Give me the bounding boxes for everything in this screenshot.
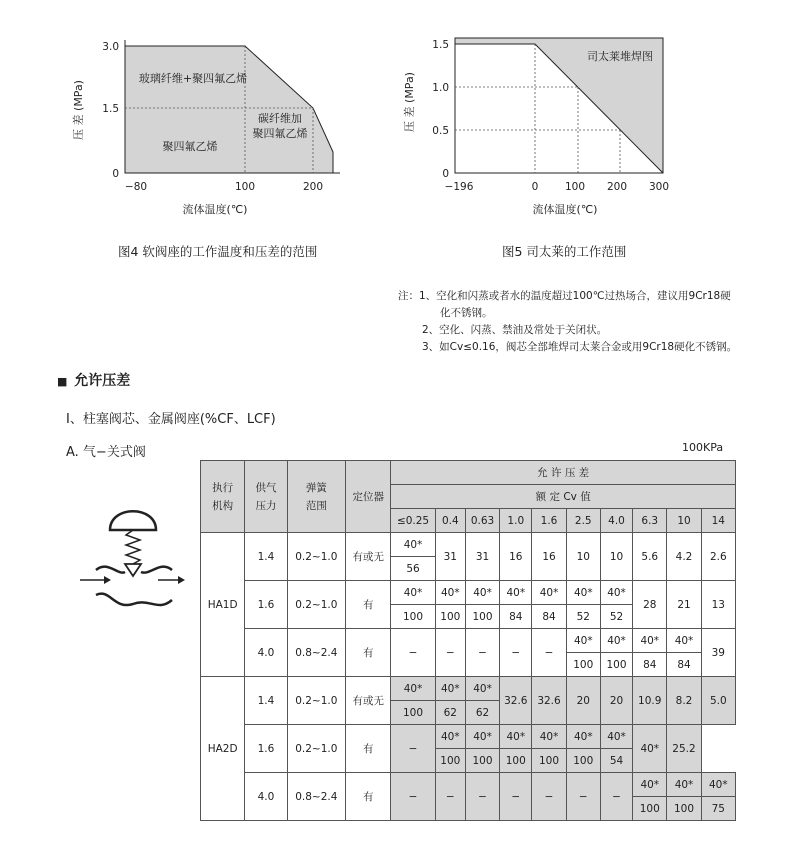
supply-pressure: 4.0 [245, 629, 287, 677]
table-cell: 100 [532, 749, 566, 773]
chart5-ytick: 0 [442, 168, 449, 180]
pressure-table [200, 460, 736, 821]
cv-value: 10 [667, 509, 701, 533]
table-cell: 40* [633, 629, 667, 653]
table-cell: 40* [600, 581, 632, 605]
table-cell: 100 [566, 749, 600, 773]
table-cell: − [391, 725, 435, 773]
positioner: 有 [346, 725, 391, 773]
header-allowable: 允 许 压 差 [391, 461, 736, 485]
spring-range: 0.2~1.0 [287, 725, 345, 773]
figure-5-caption: 图5 司太莱的工作范围 [502, 244, 627, 259]
figure-4-chart [60, 30, 360, 220]
table-cell: 10 [566, 533, 600, 581]
table-cell: 31 [465, 533, 499, 581]
table-cell: 16 [532, 533, 566, 581]
actuator-ha1d: HA1D [201, 533, 245, 677]
table-cell: 20 [566, 677, 600, 725]
table-cell: 21 [667, 581, 701, 629]
chart4-ytick: 0 [112, 168, 119, 180]
table-cell: 40* [465, 725, 499, 749]
positioner: 有或无 [346, 677, 391, 725]
spring-range: 0.2~1.0 [287, 677, 345, 725]
note-1-cont: 化不锈钢。 [440, 307, 493, 319]
table-cell: 16 [500, 533, 532, 581]
table-cell: 39 [701, 629, 735, 677]
table-cell: 40* [566, 725, 600, 749]
chart4-xtick: 100 [234, 181, 256, 193]
table-cell: 40* [391, 677, 435, 701]
chart5-ylabel: 压 差 (MPa) [403, 72, 416, 132]
chart5-xtick: 200 [606, 181, 628, 193]
table-cell: 84 [532, 605, 566, 629]
chart4-region: 碳纤维加 [258, 112, 302, 125]
valve-type-label: A. 气−关式阀 [66, 445, 146, 460]
section-title: 允许压差 [74, 373, 131, 389]
table-cell: 28 [633, 581, 667, 629]
chart4-ylabel: 压 差 (MPa) [72, 80, 85, 140]
table-cell: 40* [435, 677, 465, 701]
table-cell: 32.6 [500, 677, 532, 725]
chart4-region: 聚四氟乙烯 [162, 140, 218, 153]
table-cell: 100 [600, 653, 632, 677]
table-cell: 2.6 [701, 533, 735, 581]
table-cell: − [435, 629, 465, 677]
table-cell: 40* [391, 533, 435, 557]
note-2: 2、空化、闪蒸、禁油及常处于关闭状。 [422, 324, 608, 336]
table-cell: 52 [566, 605, 600, 629]
spring-range: 0.8~2.4 [287, 773, 345, 821]
chart4-area [125, 46, 333, 173]
table-cell: − [532, 629, 566, 677]
table-cell: 100 [391, 605, 435, 629]
table-cell: 100 [391, 701, 435, 725]
cv-value: 0.4 [435, 509, 465, 533]
header-spring: 弹簧范围 [287, 461, 345, 533]
chart5-xtick: 0 [531, 181, 539, 193]
chart5-ytick: 0.5 [432, 125, 449, 137]
table-cell: − [500, 629, 532, 677]
table-cell: 52 [600, 605, 632, 629]
table-cell: 8.2 [667, 677, 701, 725]
table-cell: 40* [633, 725, 667, 773]
table-cell: 31 [435, 533, 465, 581]
positioner: 有 [346, 629, 391, 677]
chart5-xtick: 300 [648, 181, 670, 193]
table-cell: 40* [566, 581, 600, 605]
table-cell: 20 [600, 677, 632, 725]
table-cell: − [500, 773, 532, 821]
chart4-region: 聚四氟乙烯 [252, 127, 308, 140]
header-actuator: 执行机构 [201, 461, 245, 533]
table-cell: 40* [667, 773, 701, 797]
table-cell: − [600, 773, 632, 821]
cv-value: 0.63 [465, 509, 499, 533]
table-cell: 40* [667, 629, 701, 653]
cv-value: 6.3 [633, 509, 667, 533]
table-cell: 40* [500, 581, 532, 605]
table-cell: 40* [633, 773, 667, 797]
table-cell: 10.9 [633, 677, 667, 725]
table-cell: 62 [435, 701, 465, 725]
supply-pressure: 1.6 [245, 725, 287, 773]
table-cell: 84 [667, 653, 701, 677]
positioner: 有或无 [346, 533, 391, 581]
table-cell: 100 [465, 605, 499, 629]
valve-diagram-icon [78, 500, 188, 620]
positioner: 有 [346, 773, 391, 821]
positioner: 有 [346, 581, 391, 629]
table-cell: 40* [701, 773, 735, 797]
chart5-xtick: −196 [444, 181, 474, 193]
section-subtitle: I、柱塞阀芯、金属阀座(%CF、LCF) [66, 412, 276, 427]
table-cell: − [465, 773, 499, 821]
cv-value: 14 [701, 509, 735, 533]
supply-pressure: 1.4 [245, 677, 287, 725]
table-cell: 40* [566, 629, 600, 653]
supply-pressure: 1.6 [245, 581, 287, 629]
table-cell: 100 [435, 605, 465, 629]
table-cell: 100 [667, 797, 701, 821]
header-supply: 供气压力 [245, 461, 287, 533]
chart5-region: 司太莱堆焊图 [587, 50, 653, 63]
table-cell: 32.6 [532, 677, 566, 725]
table-cell: 84 [633, 653, 667, 677]
table-cell: 100 [435, 749, 465, 773]
supply-pressure: 4.0 [245, 773, 287, 821]
header-cv: 额 定 Cv 值 [391, 485, 736, 509]
table-cell: 10 [600, 533, 632, 581]
supply-pressure: 1.4 [245, 533, 287, 581]
table-cell: 100 [566, 653, 600, 677]
spring-range: 0.2~1.0 [287, 533, 345, 581]
figure-4-caption: 图4 软阀座的工作温度和压差的范围 [118, 244, 318, 259]
table-cell: 100 [633, 797, 667, 821]
chart4-xtick: 200 [302, 181, 324, 193]
section-heading [57, 370, 130, 390]
note-3: 3、如Cv≤0.16，阀芯全部堆焊司太莱合金或用9Cr18硬化不锈钢。 [422, 341, 738, 353]
chart5-ytick: 1.5 [432, 39, 449, 51]
chart4-xtick: −80 [124, 181, 148, 193]
chart4-ytick: 1.5 [102, 103, 119, 115]
cv-value: 4.0 [600, 509, 632, 533]
table-cell: 40* [435, 581, 465, 605]
table-cell: − [391, 773, 435, 821]
table-cell: 40* [465, 581, 499, 605]
table-cell: 25.2 [667, 725, 701, 773]
chart5-xtick: 100 [564, 181, 586, 193]
table-cell: − [532, 773, 566, 821]
cv-value: ≤0.25 [391, 509, 435, 533]
table-cell: 40* [435, 725, 465, 749]
table-cell: 40* [500, 725, 532, 749]
table-cell: 40* [532, 581, 566, 605]
table-cell: − [435, 773, 465, 821]
cv-value: 1.0 [500, 509, 532, 533]
table-cell: 84 [500, 605, 532, 629]
table-cell: 56 [391, 557, 435, 581]
table-cell: − [566, 773, 600, 821]
table-cell: 40* [600, 629, 632, 653]
unit-label: 100KPa [682, 441, 724, 454]
header-positioner: 定位器 [346, 461, 391, 533]
table-cell: 40* [465, 677, 499, 701]
table-cell: 5.0 [701, 677, 735, 725]
table-cell: 40* [391, 581, 435, 605]
cv-value: 1.6 [532, 509, 566, 533]
table-cell: 40* [600, 725, 632, 749]
table-cell: 75 [701, 797, 735, 821]
table-cell: − [465, 629, 499, 677]
actuator-ha2d: HA2D [201, 677, 245, 821]
cv-value: 2.5 [566, 509, 600, 533]
chart5-xlabel: 流体温度(℃) [532, 203, 598, 216]
section-bullet: ■ [57, 375, 68, 388]
table-cell: 40* [532, 725, 566, 749]
table-cell: − [391, 629, 435, 677]
table-cell: 54 [600, 749, 632, 773]
chart4-region: 玻璃纤维+聚四氟乙烯 [138, 72, 248, 85]
chart4-xlabel: 流体温度(℃) [182, 203, 248, 216]
chart4-ytick: 3.0 [102, 41, 119, 53]
note-1: 注：1、空化和闪蒸或者水的温度超过100℃过热场合，建议用9Cr18硬 [398, 290, 731, 302]
table-cell: 100 [465, 749, 499, 773]
spring-range: 0.8~2.4 [287, 629, 345, 677]
figure-5-chart [395, 30, 695, 220]
spring-range: 0.2~1.0 [287, 581, 345, 629]
table-cell: 4.2 [667, 533, 701, 581]
table-cell: 13 [701, 581, 735, 629]
notes [398, 288, 737, 356]
table-cell: 62 [465, 701, 499, 725]
table-cell: 5.6 [633, 533, 667, 581]
chart5-ytick: 1.0 [432, 82, 449, 94]
table-cell: 100 [500, 749, 532, 773]
